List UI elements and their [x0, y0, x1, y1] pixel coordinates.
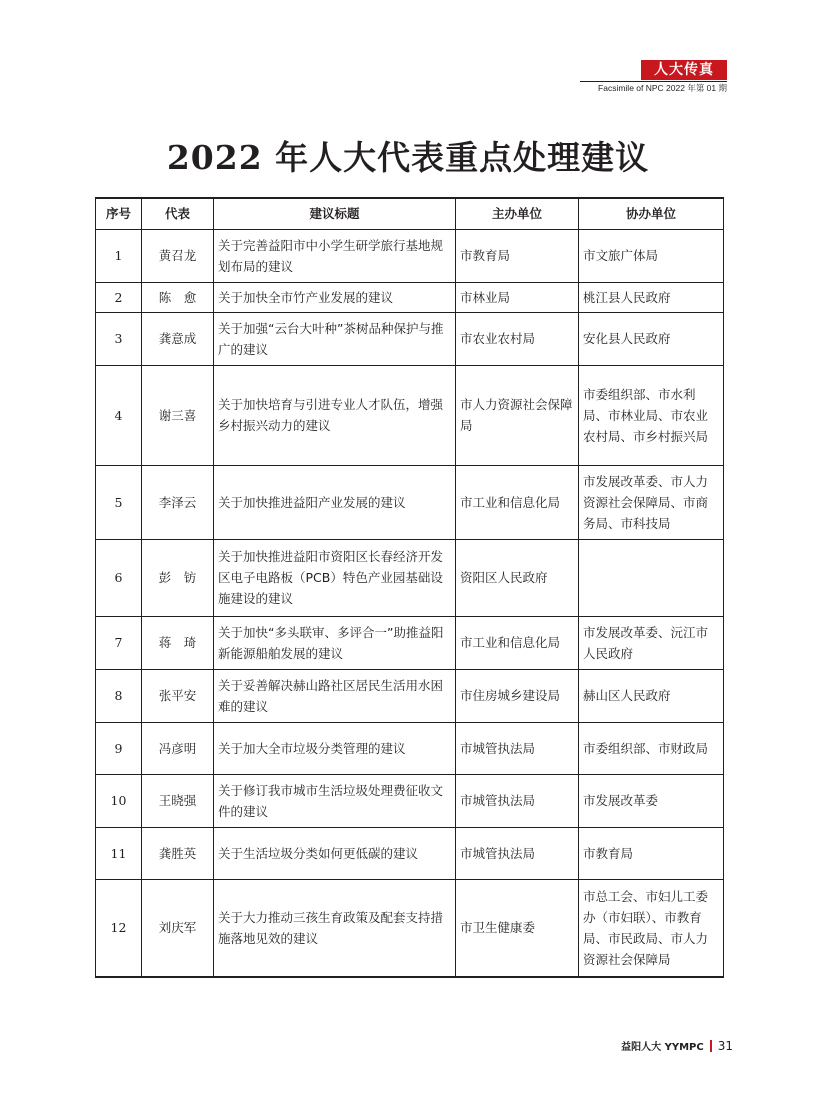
co-units: 赫山区人民政府 [579, 669, 724, 722]
row-number: 6 [96, 539, 142, 616]
suggestion-title: 关于加快全市竹产业发展的建议 [214, 282, 456, 312]
table-row [96, 616, 724, 669]
host-unit: 市教育局 [456, 229, 579, 282]
co-units [579, 539, 724, 616]
table-row [96, 465, 724, 539]
table-row [96, 539, 724, 616]
section-badge: 人大传真 [641, 60, 727, 80]
co-units: 市发展改革委、沅江市人民政府 [579, 616, 724, 669]
column-header-rep: 代表 [142, 198, 214, 229]
suggestion-title: 关于加大全市垃圾分类管理的建议 [214, 722, 456, 774]
co-units: 安化县人民政府 [579, 312, 724, 365]
host-unit: 市人力资源社会保障局 [456, 365, 579, 465]
row-number: 3 [96, 312, 142, 365]
representative-name: 蒋 琦 [142, 616, 214, 669]
table-row [96, 312, 724, 365]
host-unit: 市工业和信息化局 [456, 465, 579, 539]
row-number: 1 [96, 229, 142, 282]
co-units: 桃江县人民政府 [579, 282, 724, 312]
suggestion-title: 关于生活垃圾分类如何更低碳的建议 [214, 827, 456, 879]
co-units: 市委组织部、市财政局 [579, 722, 724, 774]
footer-divider [710, 1040, 712, 1052]
column-header-host: 主办单位 [456, 198, 579, 229]
host-unit: 市城管执法局 [456, 827, 579, 879]
section-subtitle: Facsimile of NPC 2022 年第 01 期 [598, 83, 727, 93]
representative-name: 龚意成 [142, 312, 214, 365]
suggestion-title: 关于加快推进益阳市资阳区长春经济开发区电子电路板（PCB）特色产业园基础设施建设的建议 [214, 539, 456, 616]
host-unit: 市住房城乡建设局 [456, 669, 579, 722]
column-header-co: 协办单位 [579, 198, 724, 229]
suggestion-title: 关于大力推动三孩生育政策及配套支持措施落地见效的建议 [214, 879, 456, 977]
suggestion-title: 关于加快“多头联审、多评合一”助推益阳新能源船舶发展的建议 [214, 616, 456, 669]
host-unit: 市城管执法局 [456, 722, 579, 774]
host-unit: 市林业局 [456, 282, 579, 312]
column-header-title: 建议标题 [214, 198, 456, 229]
suggestion-title: 关于加快推进益阳产业发展的建议 [214, 465, 456, 539]
representative-name: 张平安 [142, 669, 214, 722]
host-unit: 资阳区人民政府 [456, 539, 579, 616]
representative-name: 龚胜英 [142, 827, 214, 879]
row-number: 4 [96, 365, 142, 465]
host-unit: 市工业和信息化局 [456, 616, 579, 669]
representative-name: 李泽云 [142, 465, 214, 539]
representative-name: 王晓强 [142, 774, 214, 827]
suggestion-title: 关于妥善解决赫山路社区居民生活用水困难的建议 [214, 669, 456, 722]
co-units: 市总工会、市妇儿工委办（市妇联）、市教育局、市民政局、市人力资源社会保障局 [579, 879, 724, 977]
table-header-row [96, 198, 724, 229]
row-number: 9 [96, 722, 142, 774]
row-number: 11 [96, 827, 142, 879]
publication-name: 益阳人大 YYMPC [621, 1042, 704, 1053]
row-number: 7 [96, 616, 142, 669]
row-number: 12 [96, 879, 142, 977]
representative-name: 冯彦明 [142, 722, 214, 774]
co-units: 市教育局 [579, 827, 724, 879]
suggestions-table [95, 197, 724, 978]
page-title: 2022 年人大代表重点处理建议 [166, 138, 650, 177]
table-row [96, 282, 724, 312]
column-header-no: 序号 [96, 198, 142, 229]
suggestion-title: 关于修订我市城市生活垃圾处理费征收文件的建议 [214, 774, 456, 827]
co-units: 市发展改革委 [579, 774, 724, 827]
co-units: 市委组织部、市水利局、市林业局、市农业农村局、市乡村振兴局 [579, 365, 724, 465]
suggestion-title: 关于加强“云台大叶种”茶树品种保护与推广的建议 [214, 312, 456, 365]
table-row [96, 774, 724, 827]
table-row [96, 879, 724, 977]
suggestion-title: 关于加快培育与引进专业人才队伍，增强乡村振兴动力的建议 [214, 365, 456, 465]
row-number: 5 [96, 465, 142, 539]
row-number: 10 [96, 774, 142, 827]
table-row [96, 722, 724, 774]
co-units: 市发展改革委、市人力资源社会保障局、市商务局、市科技局 [579, 465, 724, 539]
representative-name: 陈 愈 [142, 282, 214, 312]
host-unit: 市农业农村局 [456, 312, 579, 365]
representative-name: 刘庆军 [142, 879, 214, 977]
representative-name: 谢三喜 [142, 365, 214, 465]
host-unit: 市卫生健康委 [456, 879, 579, 977]
page-number: 31 [717, 1038, 733, 1053]
row-number: 8 [96, 669, 142, 722]
table-row [96, 669, 724, 722]
co-units: 市文旅广体局 [579, 229, 724, 282]
table-row [96, 827, 724, 879]
row-number: 2 [96, 282, 142, 312]
table-row [96, 365, 724, 465]
host-unit: 市城管执法局 [456, 774, 579, 827]
table-row [96, 229, 724, 282]
representative-name: 黄召龙 [142, 229, 214, 282]
suggestion-title: 关于完善益阳市中小学生研学旅行基地规划布局的建议 [214, 229, 456, 282]
representative-name: 彭 钫 [142, 539, 214, 616]
page-footer [621, 1038, 733, 1053]
